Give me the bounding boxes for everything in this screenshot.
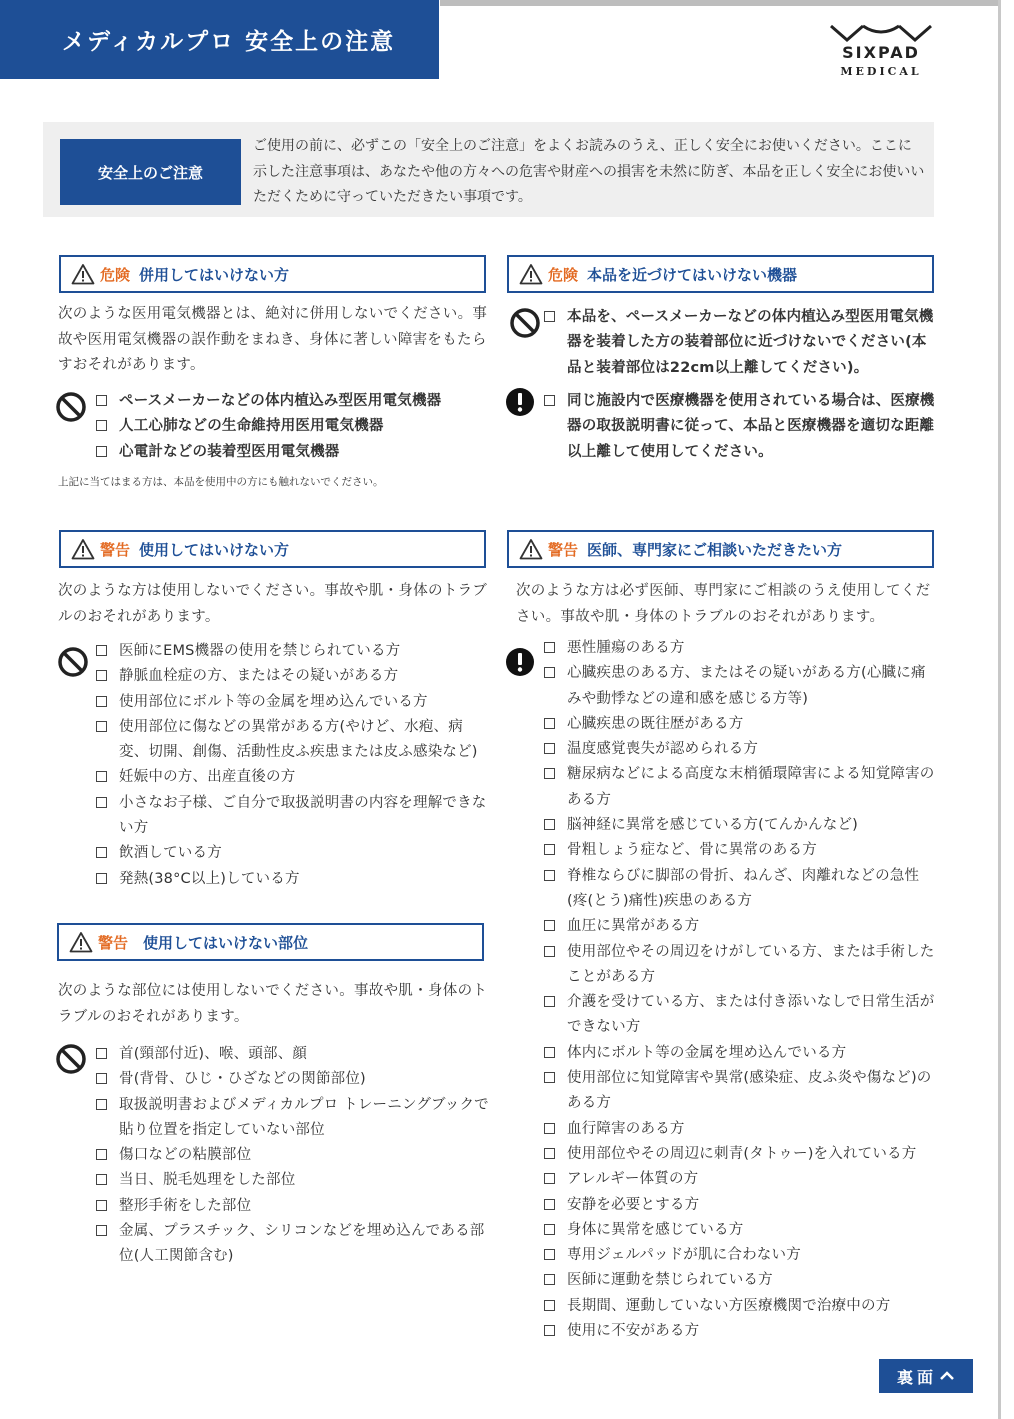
section-tag: 危険 bbox=[548, 265, 579, 284]
list-item: 同じ施設内で医療機器を使用されている場合は、医療機器の取扱説明書に従って、本品と医療機器を適切な距離以上離して使用してください。 bbox=[543, 389, 936, 465]
section-warning-people-header bbox=[59, 530, 486, 568]
section-danger-combined-header bbox=[59, 255, 486, 293]
warning-consult-list bbox=[543, 636, 936, 1344]
prohibit-icon bbox=[57, 646, 89, 678]
warning-triangle-icon bbox=[71, 263, 95, 285]
list-item: 心臓疾患の既往歴がある方 bbox=[543, 712, 936, 737]
section-description: 次のような方は必ず医師、専門家にご相談のうえ使用してください。事故や肌・身体のトラブルのおそれがあります。 bbox=[516, 583, 931, 625]
page-title: メディカルプロ 安全上の注意 bbox=[62, 29, 396, 55]
intro-text: ご使用の前に、必ずこの「安全上のご注意」をよくお読みのうえ、正しく安全にお使いください。ここに示した注意事項は、あなたや他の方々への危害や財産への損害を未然に防ぎ、本品を正しく安全にお使いいただくために守っていただきたい事項です。 bbox=[253, 138, 925, 205]
list-item: 糖尿病などによる高度な末梢循環障害による知覚障害のある方 bbox=[543, 762, 936, 813]
list-item: 骨(背骨、ひじ・ひざなどの関節部位) bbox=[95, 1067, 490, 1092]
section-title: 本品を近づけてはいけない機器 bbox=[587, 265, 798, 284]
list-item: 血行障害のある方 bbox=[543, 1117, 936, 1142]
list-item: 発熱(38°C以上)している方 bbox=[95, 867, 490, 892]
list-item: 使用部位やその周辺に刺青(タトゥー)を入れている方 bbox=[543, 1142, 936, 1167]
exclamation-circle-icon bbox=[505, 647, 535, 677]
list-item: 静脈血栓症の方、またはその疑いがある方 bbox=[95, 664, 490, 689]
section-tag: 警告 bbox=[100, 540, 131, 559]
section-title: 使用してはいけない方 bbox=[139, 540, 290, 559]
prohibit-icon bbox=[55, 391, 87, 423]
section-tag: 警告 bbox=[98, 933, 129, 952]
list-item: 使用部位に知覚障害や異常(感染症、皮ふ炎や傷など)のある方 bbox=[543, 1066, 936, 1117]
warning-triangle-icon bbox=[69, 931, 93, 953]
list-item: 本品を、ペースメーカーなどの体内植込み型医用電気機器を装着した方の装着部位に近づけないでください(本品と装着部位は22cm以上離してください)。 bbox=[543, 305, 936, 381]
list-item: 飲酒している方 bbox=[95, 841, 490, 866]
chevron-up-icon bbox=[939, 1370, 955, 1382]
list-item: 使用部位にボルト等の金属を埋め込んでいる方 bbox=[95, 690, 490, 715]
list-item: 悪性腫瘍のある方 bbox=[543, 636, 936, 661]
section-description: 次のような方は使用しないでください。事故や肌・身体のトラブルのおそれがあります。 bbox=[58, 583, 488, 625]
page-edge bbox=[998, 0, 1001, 1419]
prohibit-icon bbox=[55, 1043, 87, 1075]
list-item: 使用部位やその周辺をけがしている方、または手術したことがある方 bbox=[543, 940, 936, 991]
list-item: 身体に異常を感じている方 bbox=[543, 1218, 936, 1243]
section-tag: 危険 bbox=[100, 265, 131, 284]
warning-parts-list bbox=[95, 1042, 490, 1270]
list-item: 温度感覚喪失が認められる方 bbox=[543, 737, 936, 762]
logo-brand: SIXPAD bbox=[842, 43, 920, 62]
list-item: 金属、プラスチック、シリコンなどを埋め込んである部位(人工関節含む) bbox=[95, 1219, 490, 1270]
list-item: 妊娠中の方、出産直後の方 bbox=[95, 765, 490, 790]
prohibit-icon bbox=[509, 307, 541, 339]
section-title: 併用してはいけない方 bbox=[139, 265, 290, 284]
list-item: 脳神経に異常を感じている方(てんかんなど) bbox=[543, 813, 936, 838]
brand-logo bbox=[826, 24, 936, 78]
list-item: 使用に不安がある方 bbox=[543, 1319, 936, 1344]
list-item: 当日、脱毛処理をした部位 bbox=[95, 1168, 490, 1193]
list-item: 医師にEMS機器の使用を禁じられている方 bbox=[95, 639, 490, 664]
warning-triangle-icon bbox=[519, 263, 543, 285]
list-item: 心電計などの装着型医用電気機器 bbox=[95, 440, 495, 465]
exclamation-circle-icon bbox=[505, 387, 535, 417]
section-danger-proximity-header bbox=[507, 255, 934, 293]
list-item: 心臓疾患のある方、またはその疑いがある方(心臓に痛みや動悸などの違和感を感じる方等) bbox=[543, 661, 936, 712]
danger-combined-list bbox=[95, 389, 495, 465]
warning-triangle-icon bbox=[71, 538, 95, 560]
list-item: 医師に運動を禁じられている方 bbox=[543, 1268, 936, 1293]
list-item: 血圧に異常がある方 bbox=[543, 914, 936, 939]
list-item: 専用ジェルパッドが肌に合わない方 bbox=[543, 1243, 936, 1268]
list-item: 整形手術をした部位 bbox=[95, 1194, 490, 1219]
section-title: 医師、専門家にご相談いただきたい方 bbox=[587, 540, 843, 559]
section-title: 使用してはいけない部位 bbox=[143, 933, 309, 952]
list-item: 脊椎ならびに脚部の骨折、ねんざ、肉離れなどの急性(疼(とう)痛性)疾患のある方 bbox=[543, 864, 936, 915]
list-item: 介護を受けている方、または付き添いなしで日常生活ができない方 bbox=[543, 990, 936, 1041]
section-note: 上記に当てはまる方は、本品を使用中の方にも触れないでください。 bbox=[58, 476, 384, 488]
back-side-button[interactable] bbox=[879, 1359, 973, 1393]
section-warning-parts-header bbox=[57, 923, 484, 961]
section-warning-consult-header bbox=[507, 530, 934, 568]
list-item: 骨粗しょう症など、骨に異常のある方 bbox=[543, 838, 936, 863]
warning-people-list bbox=[95, 639, 490, 892]
section-description: 次のような医用電気機器とは、絶対に併用しないでください。事故や医用電気機器の誤作動をまねき、身体に著しい障害をもたらすおそれがあります。 bbox=[58, 306, 488, 373]
list-item: 首(頸部付近)、喉、頭部、顔 bbox=[95, 1042, 490, 1067]
list-item: 体内にボルト等の金属を埋め込んでいる方 bbox=[543, 1041, 936, 1066]
section-tag: 警告 bbox=[548, 540, 579, 559]
list-item: 取扱説明書およびメディカルプロ トレーニングブックで貼り位置を指定していない部位 bbox=[95, 1093, 490, 1144]
list-item: 長期間、運動していない方医療機関で治療中の方 bbox=[543, 1294, 936, 1319]
logo-mark-icon bbox=[829, 24, 933, 42]
danger-proximity-mandatory bbox=[543, 389, 936, 465]
list-item: 使用部位に傷などの異常がある方(やけど、水疱、病変、切開、創傷、活動性皮ふ疾患または皮ふ感染など) bbox=[95, 715, 490, 766]
section-description: 次のような部位には使用しないでください。事故や肌・身体のトラブルのおそれがあります。 bbox=[58, 983, 488, 1025]
logo-sub: MEDICAL bbox=[840, 65, 922, 78]
list-item: 傷口などの粘膜部位 bbox=[95, 1143, 490, 1168]
intro-label: 安全上のご注意 bbox=[60, 139, 241, 205]
list-item: ペースメーカーなどの体内植込み型医用電気機器 bbox=[95, 389, 495, 414]
warning-triangle-icon bbox=[519, 538, 543, 560]
top-divider bbox=[440, 0, 1000, 6]
list-item: 人工心肺などの生命維持用医用電気機器 bbox=[95, 414, 495, 439]
list-item: 小さなお子様、ご自分で取扱説明書の内容を理解できない方 bbox=[95, 791, 490, 842]
danger-proximity-prohibit bbox=[543, 305, 936, 381]
list-item: アレルギー体質の方 bbox=[543, 1167, 936, 1192]
back-side-label: 裏面 bbox=[896, 1367, 937, 1387]
page-title-bar bbox=[0, 0, 439, 79]
list-item: 安静を必要とする方 bbox=[543, 1193, 936, 1218]
